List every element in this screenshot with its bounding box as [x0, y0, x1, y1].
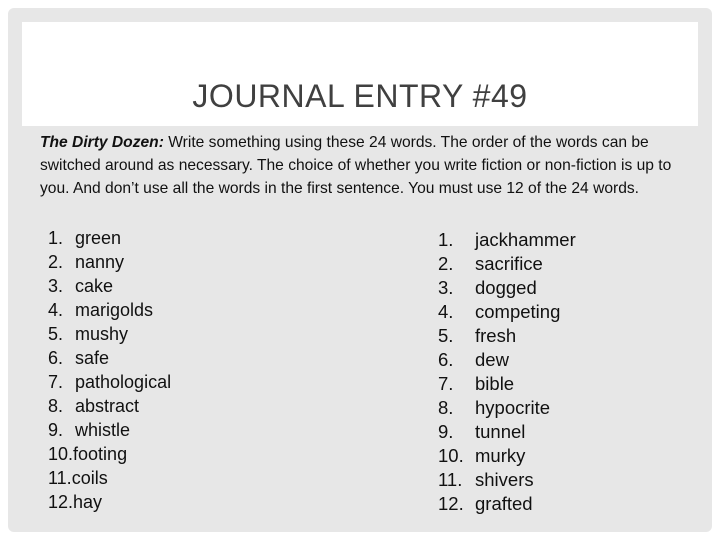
item-number: 1. [438, 229, 454, 250]
item-word: shivers [475, 469, 534, 490]
list-item [48, 274, 171, 298]
item-word: dew [475, 349, 509, 370]
item-word: tunnel [475, 421, 526, 442]
intro-paragraph [40, 131, 690, 200]
item-word: bible [475, 373, 515, 394]
list-item [48, 370, 171, 394]
item-number: 12. [438, 493, 464, 514]
item-number: 5. [438, 325, 454, 346]
list-item [438, 300, 576, 324]
item-word: coils [71, 468, 108, 488]
item-word: dogged [475, 277, 537, 298]
list-item [438, 276, 576, 300]
item-number: 10. [48, 444, 74, 464]
slide-title: JOURNAL ENTRY #49 [192, 78, 528, 114]
item-word: green [75, 228, 122, 248]
item-word: safe [75, 348, 110, 368]
item-word: abstract [75, 396, 140, 416]
item-number: 4. [48, 300, 64, 320]
item-number: 10. [438, 445, 464, 466]
list-item [438, 228, 576, 252]
item-number: 3. [438, 277, 454, 298]
item-number: 2. [48, 252, 64, 272]
item-number: 9. [438, 421, 454, 442]
list-item [438, 468, 576, 492]
list-item [438, 348, 576, 372]
item-number: 7. [438, 373, 454, 394]
list-item [438, 444, 576, 468]
item-number: 6. [48, 348, 64, 368]
list-item [48, 298, 171, 322]
list-item [48, 442, 171, 466]
item-word: murky [475, 445, 526, 466]
item-number: 5. [48, 324, 64, 344]
list-item [48, 394, 171, 418]
list-item [438, 492, 576, 516]
item-word: fresh [475, 325, 517, 346]
list-item [438, 396, 576, 420]
list-item [48, 418, 171, 442]
list-item [48, 250, 171, 274]
item-word: grafted [475, 493, 533, 514]
item-number: 12. [48, 492, 74, 512]
item-number: 9. [48, 420, 64, 440]
item-number: 7. [48, 372, 64, 392]
item-number: 3. [48, 276, 64, 296]
item-word: hypocrite [475, 397, 551, 418]
intro-lead: The Dirty Dozen: [40, 134, 164, 151]
item-word: sacrifice [475, 253, 543, 274]
item-word: mushy [75, 324, 129, 344]
title-box [22, 22, 698, 126]
item-word: nanny [75, 252, 125, 272]
intro-body: Write something using these 24 words. The order of the words can be switched around as necessary. The choice of whether you write fiction or non-fiction is up to you. And don’t use all the words in the first sentence. You must use 12 of the 24 words. [40, 134, 672, 197]
right-word-list [438, 228, 576, 516]
list-item [48, 346, 171, 370]
item-word: cake [75, 276, 114, 296]
item-word: jackhammer [475, 229, 576, 250]
item-number: 2. [438, 253, 454, 274]
list-item [48, 322, 171, 346]
left-word-list [48, 226, 171, 514]
item-word: competing [475, 301, 561, 322]
item-number: 11. [48, 468, 72, 488]
list-item [48, 226, 171, 250]
item-word: whistle [75, 420, 131, 440]
item-number: 4. [438, 301, 454, 322]
item-word: pathological [75, 372, 172, 392]
item-number: 8. [48, 396, 64, 416]
list-item [438, 372, 576, 396]
list-item [48, 466, 171, 490]
item-number: 6. [438, 349, 454, 370]
item-word: footing [73, 444, 128, 464]
list-item [438, 324, 576, 348]
item-number: 8. [438, 397, 454, 418]
item-word: hay [73, 492, 103, 512]
item-word: marigolds [75, 300, 154, 320]
list-item [438, 252, 576, 276]
list-item [48, 490, 171, 514]
list-item [438, 420, 576, 444]
item-number: 1. [48, 228, 64, 248]
item-number: 11. [438, 469, 463, 490]
